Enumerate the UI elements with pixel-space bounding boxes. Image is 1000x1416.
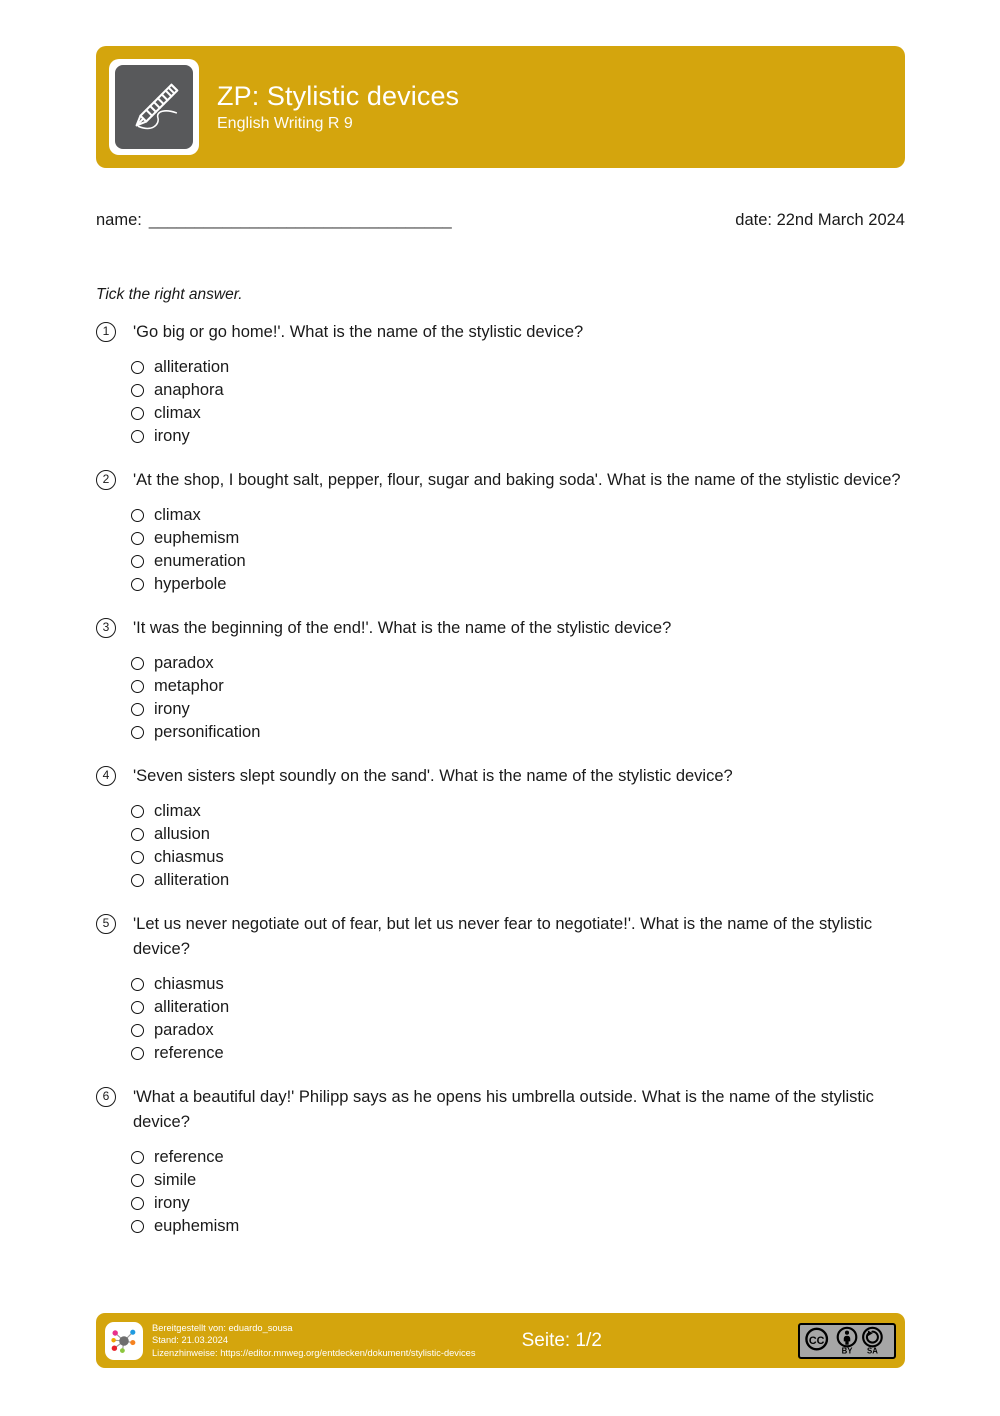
page-subtitle: English Writing R 9 [217,115,353,132]
pencil-icon [115,65,193,149]
question-number: 1 [96,322,116,342]
answer-option[interactable] [131,652,908,675]
radio-circle-icon[interactable] [131,657,144,670]
radio-circle-icon[interactable] [131,828,144,841]
question-text: 'Seven sisters slept soundly on the sand'. What is the name of the stylistic device? [133,767,733,785]
radio-circle-icon[interactable] [131,851,144,864]
question-text: 'What a beautiful day!' Philipp says as he opens his umbrella outside. What is the name of the stylistic device? [133,1088,874,1131]
option-list [131,973,908,1065]
answer-option[interactable] [131,869,908,892]
question-text: 'It was the beginning of the end!'. What is the name of the stylistic device? [133,619,672,637]
question-head [96,468,908,493]
answer-option[interactable] [131,1215,908,1238]
cc-badge-box [798,1323,896,1359]
footer-stand-date: Stand: 21.03.2024 [152,1335,228,1346]
header-banner [96,46,905,168]
answer-option[interactable] [131,573,908,596]
question-number: 3 [96,618,116,638]
answer-option-label: personification [154,723,261,741]
radio-circle-icon[interactable] [131,1047,144,1060]
question-head [96,764,908,789]
page-indicator: Seite: 1/2 [521,1329,602,1351]
answer-option-label: climax [154,506,201,524]
radio-circle-icon[interactable] [131,680,144,693]
answer-option-label: reference [154,1044,224,1062]
answer-option-label: irony [154,427,190,445]
answer-option[interactable] [131,823,908,846]
answer-option-label: euphemism [154,1217,240,1235]
answer-option[interactable] [131,1042,908,1065]
answer-option[interactable] [131,675,908,698]
name-field-group [96,211,452,230]
svg-text:SA: SA [866,1346,878,1356]
answer-option-label: irony [154,1194,190,1212]
answer-option[interactable] [131,800,908,823]
cc-by-sa-icon [803,1326,891,1356]
radio-circle-icon[interactable] [131,1220,144,1233]
option-list [131,1146,908,1238]
question-head [96,320,908,345]
question-block [96,764,908,892]
answer-option-label: enumeration [154,552,246,570]
answer-option[interactable] [131,527,908,550]
radio-circle-icon[interactable] [131,874,144,887]
answer-option-label: climax [154,802,201,820]
radio-circle-icon[interactable] [131,509,144,522]
answer-option-label: allusion [154,825,210,843]
question-block [96,468,908,596]
footer-credits [152,1322,476,1360]
footer-bar [96,1313,905,1368]
svg-text:CC: CC [808,1334,825,1347]
header-titles [217,79,459,135]
radio-circle-icon[interactable] [131,703,144,716]
question-number: 5 [96,914,116,934]
answer-option-label: reference [154,1148,224,1166]
answer-option[interactable] [131,721,908,744]
question-number: 4 [96,766,116,786]
radio-circle-icon[interactable] [131,1001,144,1014]
radio-circle-icon[interactable] [131,384,144,397]
date-label: date: 22nd March 2024 [735,211,905,229]
answer-option-label: irony [154,700,190,718]
radio-circle-icon[interactable] [131,1024,144,1037]
radio-circle-icon[interactable] [131,726,144,739]
option-list [131,504,908,596]
answer-option[interactable] [131,973,908,996]
cc-license-badge[interactable] [798,1323,896,1359]
radio-circle-icon[interactable] [131,430,144,443]
answer-option-label: paradox [154,654,214,672]
answer-option[interactable] [131,846,908,869]
answer-option-label: climax [154,404,201,422]
radio-circle-icon[interactable] [131,1174,144,1187]
question-head [96,912,908,962]
svg-text:BY: BY [841,1346,853,1356]
radio-circle-icon[interactable] [131,1151,144,1164]
answer-option[interactable] [131,698,908,721]
radio-circle-icon[interactable] [131,805,144,818]
name-input-blank[interactable]: _________________________________ [148,211,452,229]
answer-option[interactable] [131,1192,908,1215]
answer-option[interactable] [131,425,908,448]
page-title: ZP: Stylistic devices [217,81,460,111]
answer-option-label: chiasmus [154,975,224,993]
answer-option[interactable] [131,1146,908,1169]
radio-circle-icon[interactable] [131,407,144,420]
radio-circle-icon[interactable] [131,532,144,545]
footer-license-note[interactable]: Lizenzhinweise: https://editor.mnweg.org/entdecken/dokument/stylistic-devices [152,1347,476,1358]
instruction-text: Tick the right answer. [96,286,243,303]
radio-circle-icon[interactable] [131,361,144,374]
question-block [96,912,908,1065]
radio-circle-icon[interactable] [131,978,144,991]
option-list [131,356,908,448]
mnweg-logo-glyph [108,1325,140,1357]
question-text: 'Let us never negotiate out of fear, but let us never fear to negotiate!'. What is the name of the stylistic device? [133,915,873,958]
radio-circle-icon[interactable] [131,555,144,568]
header-icon-frame [109,59,199,155]
answer-option[interactable] [131,1169,908,1192]
answer-option[interactable] [131,996,908,1019]
question-text: 'At the shop, I bought salt, pepper, flour, sugar and baking soda'. What is the name of the stylistic device? [133,471,901,489]
answer-option-label: chiasmus [154,848,224,866]
meta-row [96,211,905,230]
question-block [96,1085,908,1238]
answer-option[interactable] [131,504,908,527]
answer-option-label: anaphora [154,381,224,399]
answer-option-label: simile [154,1171,197,1189]
question-head [96,616,908,641]
question-list [96,320,908,1258]
footer-provided-by: Bereitgestellt von: eduardo_sousa [152,1322,293,1333]
question-text: 'Go big or go home!'. What is the name of the stylistic device? [133,323,584,341]
answer-option-label: hyperbole [154,575,227,593]
answer-option-label: alliteration [154,998,230,1016]
mnweg-network-logo-icon [105,1322,143,1360]
answer-option[interactable] [131,402,908,425]
radio-circle-icon[interactable] [131,1197,144,1210]
answer-option[interactable] [131,550,908,573]
answer-option-label: paradox [154,1021,214,1039]
question-head [96,1085,908,1135]
pencil-icon-glyph [123,76,185,138]
answer-option[interactable] [131,356,908,379]
question-block [96,616,908,744]
answer-option-label: alliteration [154,358,230,376]
option-list [131,652,908,744]
answer-option-label: metaphor [154,677,224,695]
name-label: name: [96,211,142,229]
question-number: 6 [96,1087,116,1107]
answer-option-label: alliteration [154,871,230,889]
question-block [96,320,908,448]
answer-option-label: euphemism [154,529,240,547]
radio-circle-icon[interactable] [131,578,144,591]
option-list [131,800,908,892]
answer-option[interactable] [131,379,908,402]
question-number: 2 [96,470,116,490]
answer-option[interactable] [131,1019,908,1042]
